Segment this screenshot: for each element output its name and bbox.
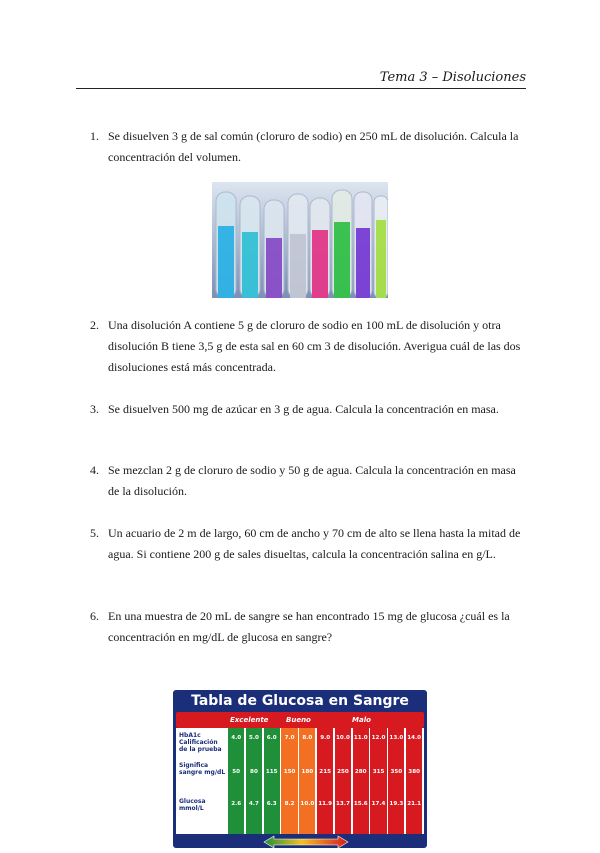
glucose-column	[299, 728, 315, 834]
glucose-cell-mmol: 11.9	[318, 801, 333, 807]
glucose-cell-hba1c: 8.0	[302, 735, 313, 741]
glucose-cell-hba1c: 5.0	[248, 735, 259, 741]
glucose-column	[228, 728, 244, 834]
glucose-column	[406, 728, 422, 834]
glucose-table-title: Tabla de Glucosa en Sangre	[191, 693, 409, 709]
glucose-cell-hba1c: 9.0	[320, 735, 331, 741]
scale-arrow-area	[176, 834, 424, 848]
glucose-column	[335, 728, 351, 834]
glucose-column	[370, 728, 386, 834]
glucose-column	[246, 728, 262, 834]
exercise-5	[90, 523, 530, 565]
exercise-number: 2.	[90, 318, 99, 332]
exercise-4	[90, 460, 530, 502]
glucose-column	[317, 728, 333, 834]
row-label-mgdl: Significa sangre mg/dL	[179, 762, 226, 776]
glucose-cell-hba1c: 11.0	[353, 735, 368, 741]
glucose-column	[281, 728, 297, 834]
exercise-2	[90, 315, 530, 378]
glucose-cell-mmol: 8.2	[284, 801, 295, 807]
exercise-number: 5.	[90, 526, 99, 540]
glucose-cell-mmol: 2.6	[231, 801, 242, 807]
glucose-cell-mmol: 15.6	[353, 801, 368, 807]
scale-arrow-icon	[176, 835, 424, 849]
glucose-cell-mgdl: 150	[283, 769, 296, 775]
exercise-number: 1.	[90, 129, 99, 143]
exercise-text: Se disuelven 500 mg de azúcar en 3 g de agua. Calcula la concentración en masa.	[108, 402, 499, 416]
glucose-column	[388, 728, 404, 834]
glucose-cell-hba1c: 12.0	[371, 735, 386, 741]
glucose-cell-mmol: 13.7	[336, 801, 350, 807]
exercise-text: Se disuelven 3 g de sal común (cloruro de sodio) en 250 mL de disolución. Calcula la concentración del volumen.	[108, 129, 519, 164]
glucose-cell-mgdl: 80	[250, 769, 258, 775]
glucose-cell-hba1c: 13.0	[389, 735, 404, 741]
exercise-number: 3.	[90, 402, 99, 416]
exercise-text: Una disolución A contiene 5 g de cloruro de sodio en 100 mL de disolución y otra disolución B tiene 3,5 g de esta sal en 60 cm 3 de disolución. Averigua cuál de las dos disoluciones está más concentrada.	[108, 318, 521, 374]
exercise-3	[90, 399, 530, 420]
glucose-cell-hba1c: 7.0	[284, 735, 295, 741]
band-excellent: Excelente	[230, 716, 269, 724]
rating-band	[176, 712, 424, 728]
glucose-cell-mgdl: 180	[301, 769, 314, 775]
test-tubes-photo	[212, 182, 388, 298]
glucose-cell-mmol: 17.4	[371, 801, 386, 807]
glucose-cell-hba1c: 14.0	[407, 735, 422, 741]
header-title: Tema 3 – Disoluciones	[379, 70, 526, 85]
exercise-number: 6.	[90, 609, 99, 623]
glucose-cell-hba1c: 4.0	[231, 735, 242, 741]
test-tubes-illustration	[212, 182, 388, 298]
glucose-cell-mmol: 19.3	[389, 801, 404, 807]
glucose-cell-mmol: 4.7	[248, 801, 259, 807]
glucose-cell-mgdl: 115	[265, 769, 278, 775]
exercise-text: Un acuario de 2 m de largo, 60 cm de ancho y 70 cm de alto se llena hasta la mitad de agua. Si contiene 200 g de sales disueltas, calcula la concentración salina en g/L.	[108, 526, 521, 561]
band-good: Bueno	[286, 716, 311, 724]
exercise-text: Se mezclan 2 g de cloruro de sodio y 50 g de agua. Calcula la concentración en masa de la disolución.	[108, 463, 516, 498]
glucose-cell-mgdl: 250	[337, 769, 349, 775]
exercise-1	[90, 126, 530, 168]
glucose-cell-mmol: 10.0	[300, 801, 315, 807]
row-label-mmol: Glucosa mmol/L	[179, 798, 206, 812]
glucose-cell-mgdl: 280	[354, 769, 367, 775]
glucose-column	[353, 728, 369, 834]
glucose-cell-mgdl: 315	[372, 769, 385, 775]
glucose-cell-mmol: 21.1	[407, 801, 422, 807]
glucose-cell-mgdl: 380	[408, 769, 420, 775]
glucose-cell-mgdl: 50	[232, 769, 241, 775]
glucose-cell-mgdl: 215	[319, 769, 331, 775]
glucose-cell-hba1c: 6.0	[266, 735, 277, 741]
glucose-cell-hba1c: 10.0	[336, 735, 350, 741]
exercise-text: En una muestra de 20 mL de sangre se han encontrado 15 mg de glucosa ¿cuál es la concentración en mg/dL de glucosa en sangre?	[108, 609, 510, 644]
band-bad: Malo	[352, 716, 371, 724]
glucose-cell-mmol: 6.3	[266, 801, 277, 807]
glucose-table	[173, 690, 427, 848]
exercise-6	[90, 606, 530, 648]
row-label-hba1c: HbA1c Calificación de la prueba	[179, 732, 222, 753]
exercise-number: 4.	[90, 463, 99, 477]
glucose-column	[264, 728, 280, 834]
page-header	[76, 70, 526, 89]
glucose-table-body	[176, 728, 424, 834]
glucose-cell-mgdl: 350	[390, 769, 403, 775]
